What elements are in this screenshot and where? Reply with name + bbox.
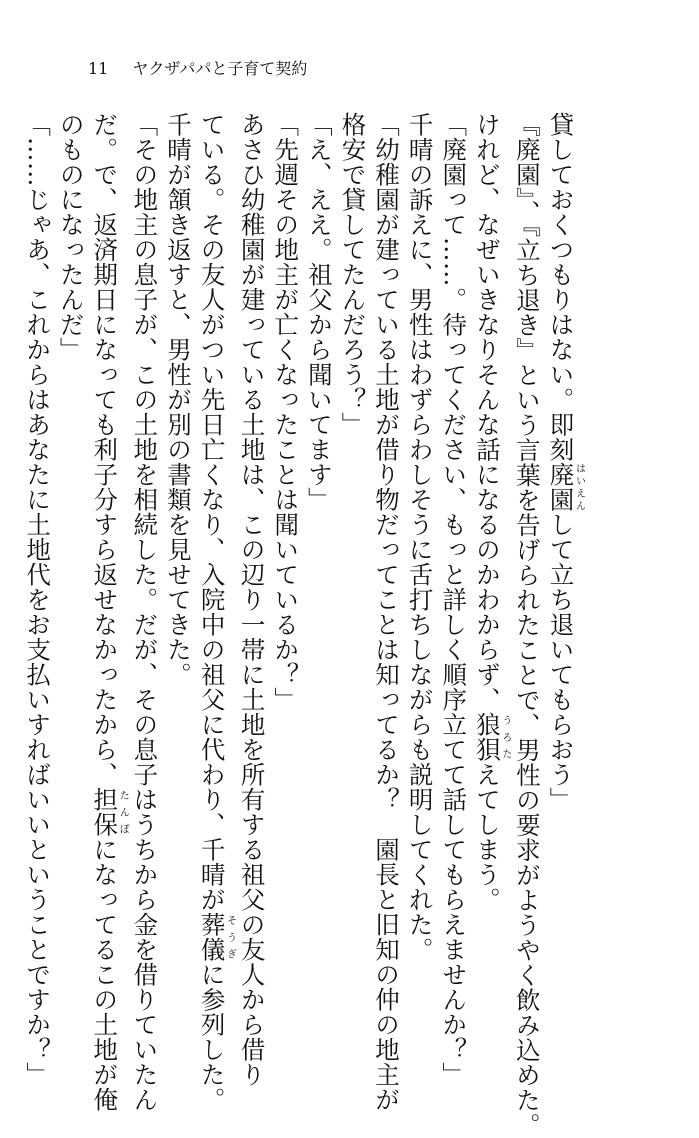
text-line: 貸しておくつもりはない。即刻廃園はいえんして立ち退いてもらおう」 xyxy=(546,112,585,812)
text-line: 千晴の訴えに、男性はわずらわしそうに舌打ちしながらも説明してくれた。 xyxy=(405,112,435,962)
text-line: けれど、なぜいきなりそんな話になるのかわからず、狼狽うろたえてしまう。 xyxy=(472,112,511,912)
text-line: 「幼稚園が建っている土地が借り物だってことは知ってるか？ 園長と旧知の仲の地主が xyxy=(372,112,402,1112)
running-header xyxy=(88,57,307,81)
text-line: 「え、ええ。祖父から聞いてます」 xyxy=(304,112,334,512)
text-line: 「その地主の息子が、この土地を相続した。だが、その息子はうちから金を借りていたん xyxy=(130,112,160,1112)
text-line: のものになったんだ」 xyxy=(56,112,86,362)
text-line: 「……じゃあ、これからはあなたに土地代をお支払いすればいいということですか？」 xyxy=(23,112,53,1087)
text-line: あさひ幼稚園が建っている土地は、この辺り一帯に土地を所有する祖父の友人から借り xyxy=(237,112,267,1087)
ruby-annotation: 担保たんぽ xyxy=(90,787,129,837)
text-line: 千晴が頷き返すと、男性が別の書類を見せてきた。 xyxy=(163,112,193,687)
text-line: だ。で、返済期日になっても利子分すら返せなかったから、担保たんぽになってるこの土地が俺 xyxy=(90,112,129,1112)
ruby-annotation: 葬儀そうぎ xyxy=(197,912,236,962)
book-title: ヤクザパパと子育て契約 xyxy=(132,59,308,78)
text-line: 「先週その地主が亡くなったことは聞いているか？」 xyxy=(271,112,301,712)
vertical-text-body xyxy=(23,112,585,1138)
text-line: 「廃園って……。待ってください、もっと詳しく順序立てて話してもらえませんか？」 xyxy=(439,112,469,1087)
page-number: 11 xyxy=(88,59,109,78)
ruby-annotation: 狼狽うろた xyxy=(472,712,511,762)
ruby-annotation: 廃園はいえん xyxy=(546,462,585,512)
text-line: ている。その友人がつい先日亡くなり、入院中の祖父に代わり、千晴が葬儀そうぎに参列した。 xyxy=(197,112,236,1112)
text-line: 『廃園』、『立ち退き』という言葉を告げられたことで、男性の要求がようやく飲み込めた。 xyxy=(512,112,542,1138)
text-line: 格安で貸してたんだろう？」 xyxy=(338,112,368,437)
